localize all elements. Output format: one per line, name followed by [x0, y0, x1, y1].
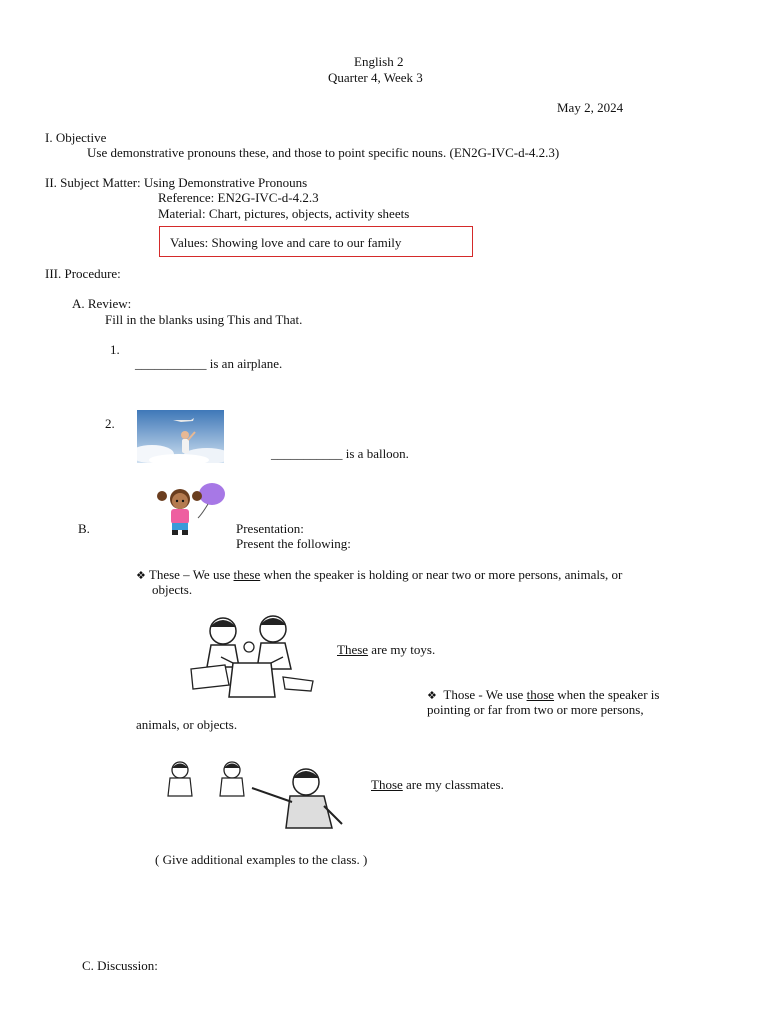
these-definition-intro: These – We use: [148, 567, 234, 582]
review-instruction: Fill in the blanks using This and That.: [105, 312, 303, 327]
answer-blank: ___________: [135, 356, 207, 371]
presentation-heading: Presentation:: [236, 521, 304, 536]
diamond-bullet-icon: ❖: [136, 569, 146, 582]
material-line: Material: Chart, pictures, objects, activity sheets: [158, 206, 410, 221]
objective-heading: I. Objective: [45, 130, 107, 145]
subject-matter-heading: II. Subject Matter: Using Demonstrative Pronouns: [45, 175, 308, 190]
these-definition-continued: objects.: [152, 582, 193, 597]
airplane-sky-picture: [137, 410, 224, 463]
these-example-rest: are my toys.: [368, 642, 436, 657]
discussion-heading: C. Discussion:: [82, 958, 158, 973]
those-example: [371, 777, 504, 792]
pointing-classmates-picture: [152, 756, 352, 836]
girl-balloon-picture: [150, 482, 228, 538]
objective-text: Use demonstrative pronouns these, and those to point specific nouns. (EN2G-IVC-d-4.2.3): [87, 145, 560, 160]
these-definition: [136, 567, 622, 583]
those-definition: [427, 687, 659, 703]
those-underlined: those: [526, 687, 555, 702]
review-item-2: [271, 446, 409, 461]
review-heading: A. Review:: [72, 296, 132, 311]
those-definition-rest: when the speaker is: [554, 687, 660, 702]
those-example-rest: are my classmates.: [402, 777, 504, 792]
reference-line: Reference: EN2G-IVC-d-4.2.3: [158, 190, 319, 205]
quarter-week: Quarter 4, Week 3: [328, 70, 423, 85]
these-definition-rest: when the speaker is holding or near two or more persons, animals, or: [260, 567, 623, 582]
review-item-1-number: 1.: [110, 342, 120, 357]
values-line: Values: Showing love and care to our family: [170, 235, 402, 250]
those-definition-line-3: animals, or objects.: [136, 717, 238, 732]
review-item-1-text: is an airplane.: [206, 356, 283, 371]
presentation-instruction: Present the following:: [236, 536, 351, 551]
those-definition-line-2: pointing or far from two or more persons,: [427, 702, 644, 717]
those-definition-intro: Those - We use: [443, 687, 527, 702]
these-example-word: These: [337, 642, 369, 657]
procedure-heading: III. Procedure:: [45, 266, 121, 281]
children-toys-picture: [143, 607, 325, 702]
diamond-bullet-icon: ❖: [427, 689, 437, 702]
review-item-2-number: 2.: [105, 416, 115, 431]
these-underlined: these: [233, 567, 261, 582]
presentation-letter: B.: [78, 521, 90, 536]
lesson-date: May 2, 2024: [557, 100, 624, 115]
subject-title: English 2: [354, 54, 404, 69]
these-example: [337, 642, 435, 657]
review-item-2-text: is a balloon.: [342, 446, 409, 461]
those-example-word: Those: [371, 777, 403, 792]
review-item-1: [135, 356, 282, 371]
additional-examples-note: ( Give additional examples to the class. ): [155, 852, 368, 867]
answer-blank: ___________: [271, 446, 343, 461]
